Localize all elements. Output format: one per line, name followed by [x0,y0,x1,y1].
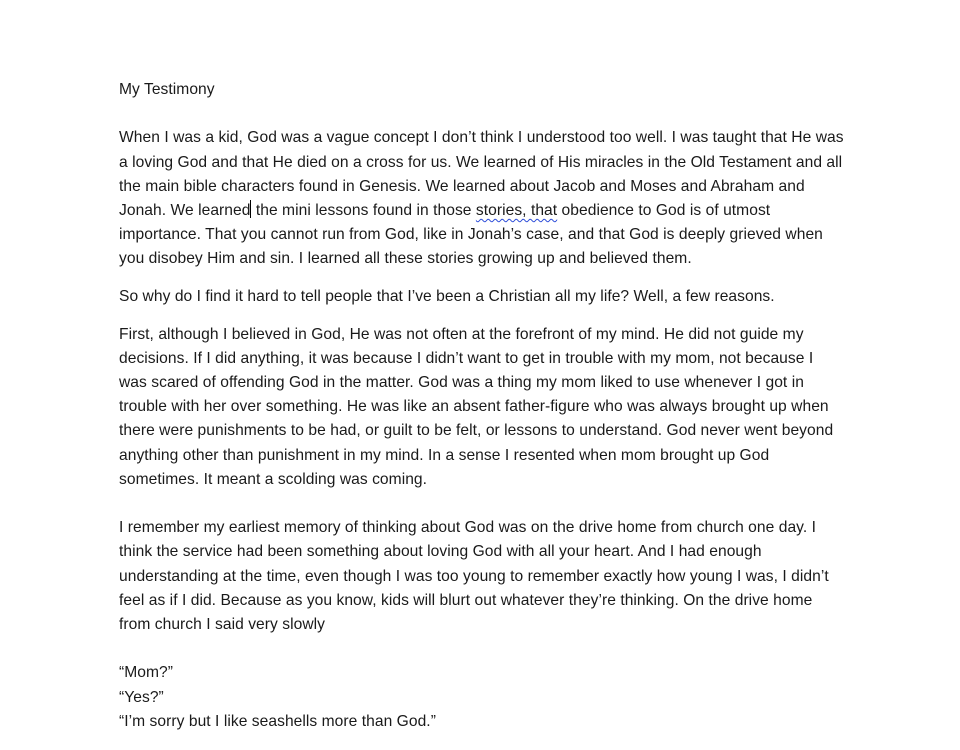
paragraph-line: So why do I find it hard to tell people that I’ve been a Christian all my life? Well, a few reasons. [119,288,775,305]
paragraph-line: anything other than punishment in my mind. In a sense I resented when mom brought up God [119,446,770,464]
paragraph-line: think the service had been something about loving God with all your heart. And I had enough [119,543,762,561]
paragraph-line: feel as if I did. Because as you know, kids will blurt out whatever they’re thinking. On the drive home [119,591,813,609]
text-run: Jonah. We learned [119,201,251,219]
paragraph-line: you disobey Him and sin. I learned all these stories growing up and believed them. [119,250,692,268]
paragraph-line: I remember my earliest memory of thinking about God was on the drive home from church one day. I [119,519,817,537]
paragraph-line: decisions. If I did anything, it was because I didn’t want to get in trouble with my mom, not because I [119,349,814,367]
paragraph-line: the main bible characters found in Genesis. We learned about Jacob and Moses and Abraham and [119,177,805,195]
document-body[interactable] [119,78,909,734]
paragraph-line: sometimes. It meant a scolding was coming. [119,470,428,488]
paragraph-line-with-cursor [119,199,909,223]
paragraph-line: from church I said very slowly [119,615,326,633]
dialogue-line: “Mom?” [119,664,174,682]
paragraph-line: importance. That you cannot run from God, like in Jonah’s case, and that God is deeply grieved when [119,226,823,244]
paragraph-1 [119,126,909,271]
paragraph-spacing [119,309,909,323]
paragraph-2 [119,285,909,309]
paragraph-spacing [119,272,909,286]
title-text: My Testimony [119,81,215,98]
empty-line [119,492,909,516]
text-run: the mini lessons found in those [251,201,476,219]
document-title [119,78,909,102]
paragraph-line: there were punishments to be had, or guilt to be felt, or lessons to understand. God never went beyond [119,422,834,440]
dialogue-line: “Yes?” [119,688,164,706]
paragraph-line: a loving God and that He died on a cross for us. We learned of His miracles in the Old Testament and all [119,153,843,171]
paragraph-line: When I was a kid, God was a vague concept I don’t think I understood too well. I was taught that He was [119,129,844,147]
paragraph-4 [119,516,909,637]
empty-line [119,102,909,126]
paragraph-line: trouble with her over something. He was like an absent father-figure who was always brought up when [119,398,829,416]
dialogue [119,661,909,734]
paragraph-3 [119,323,909,492]
empty-line [119,637,909,661]
paragraph-line: First, although I believed in God, He was not often at the forefront of my mind. He did not guide my [119,325,804,343]
paragraph-line: understanding at the time, even though I was too young to remember exactly how young I was, I didn’t [119,567,829,585]
spelling-flag[interactable]: stories, that [475,201,558,219]
paragraph-line: was scared of offending God in the matter. God was a thing my mom liked to use whenever I got in [119,374,804,392]
text-run: obedience to God is of utmost [557,201,771,219]
dialogue-line: “I’m sorry but I like seashells more than God.” [119,712,436,730]
